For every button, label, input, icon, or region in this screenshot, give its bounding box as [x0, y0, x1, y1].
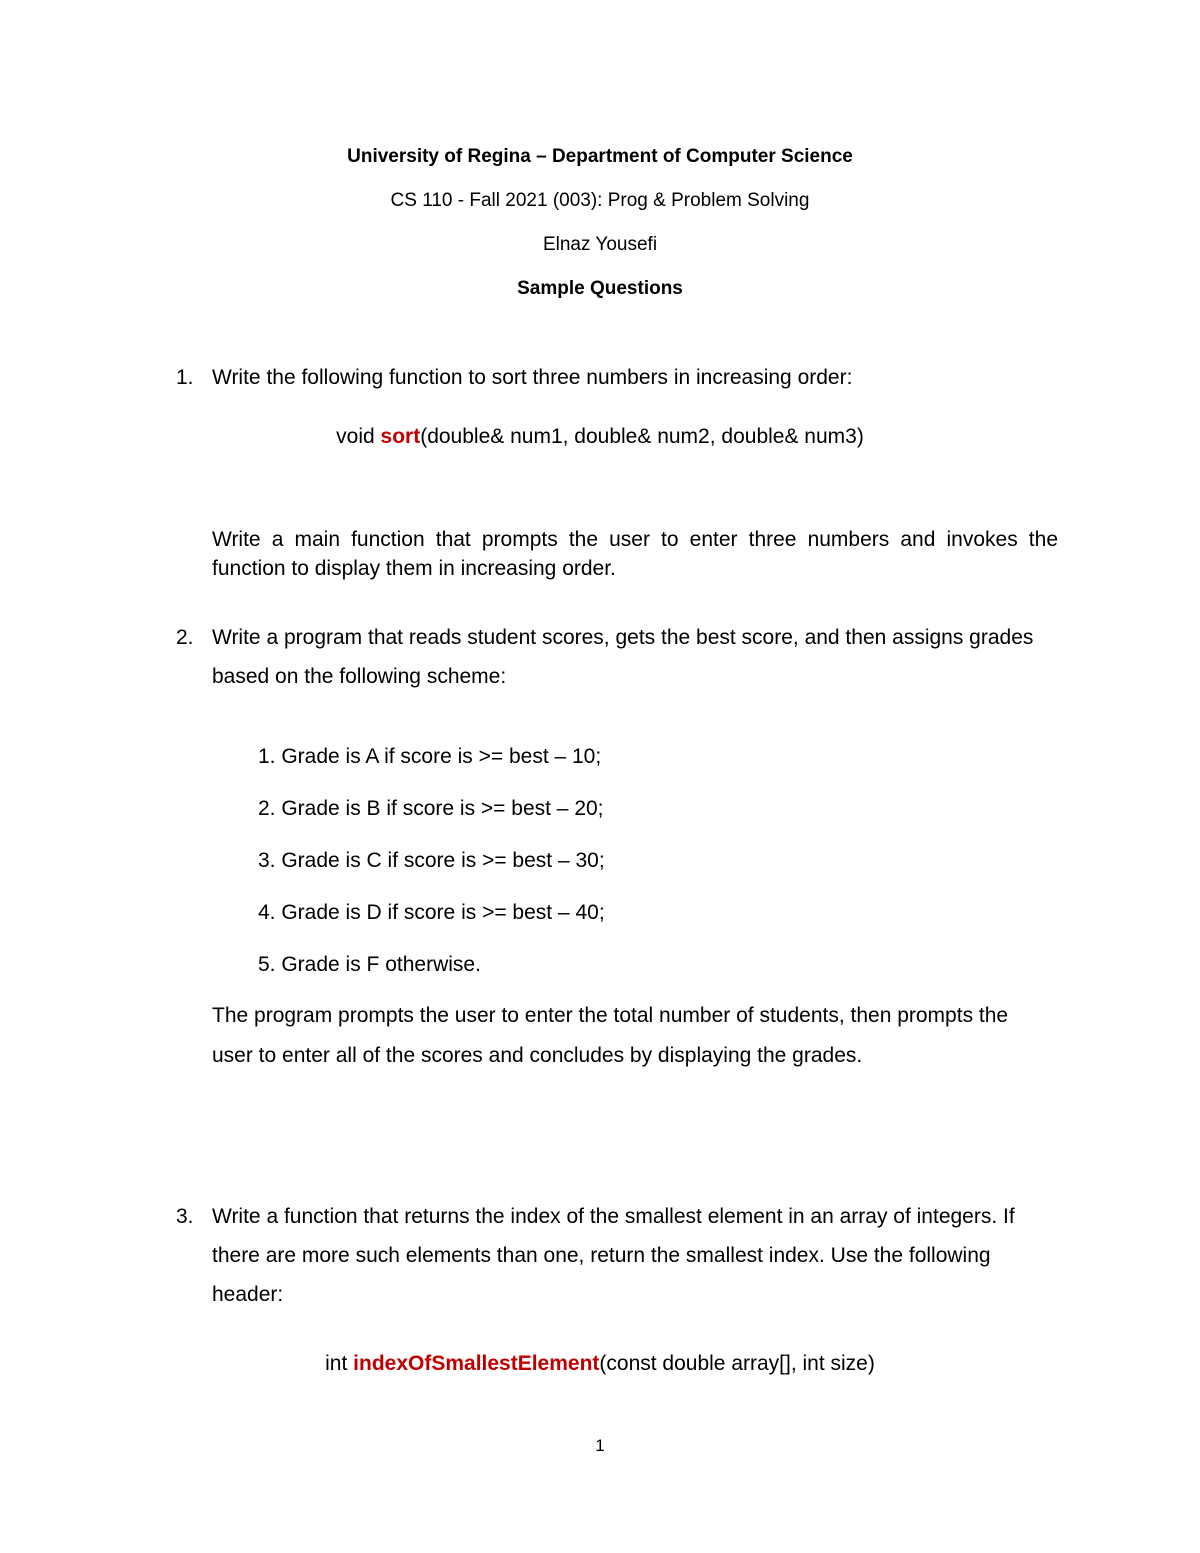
- grade-rule-b: 2. Grade is B if score is >= best – 20;: [258, 797, 604, 820]
- instructor-name: Elnaz Yousefi: [542, 234, 658, 255]
- question-3-intro-line-1: Write a function that returns the index of the smallest element in an array of integers. If: [212, 1205, 1015, 1228]
- question-1-number: 1.: [176, 366, 194, 389]
- question-1-signature: [0, 426, 1200, 447]
- function-name: indexOfSmallestElement: [353, 1352, 600, 1375]
- document-title: Sample Questions: [517, 278, 683, 299]
- signature-prefix: void: [336, 425, 381, 448]
- question-2-intro-line-2: based on the following scheme:: [212, 665, 507, 688]
- question-3-number: 3.: [176, 1205, 194, 1228]
- grade-rule-d: 4. Grade is D if score is >= best – 40;: [258, 901, 605, 924]
- question-2-outro-line-2: user to enter all of the scores and concludes by displaying the grades.: [212, 1044, 863, 1067]
- signature-params: (const double array[], int size): [599, 1352, 875, 1375]
- question-2-outro-line-1: The program prompts the user to enter the total number of students, then prompts the: [212, 1004, 1009, 1027]
- function-name: sort: [380, 425, 421, 448]
- signature-prefix: int: [325, 1352, 354, 1375]
- question-2-intro-line-1: Write a program that reads student scores, gets the best score, and then assigns grades: [212, 626, 1034, 649]
- university-heading: University of Regina – Department of Computer Science: [347, 146, 853, 167]
- grade-rule-a: 1. Grade is A if score is >= best – 10;: [258, 745, 602, 768]
- signature-params: (double& num1, double& num2, double& num3): [420, 425, 864, 448]
- question-3-intro-line-3: header:: [212, 1283, 284, 1306]
- question-3-signature: [0, 1353, 1200, 1374]
- question-3-intro-line-2: there are more such elements than one, return the smallest index. Use the following: [212, 1244, 991, 1267]
- grade-rule-f: 5. Grade is F otherwise.: [258, 953, 481, 976]
- question-1-intro: Write the following function to sort three numbers in increasing order:: [212, 366, 853, 389]
- question-1-paragraph-line-2: function to display them in increasing order.: [212, 557, 616, 580]
- course-title: CS 110 - Fall 2021 (003): Prog & Problem Solving: [390, 190, 810, 211]
- question-1-paragraph-line-1: Write a main function that prompts the user to enter three numbers and invokes the: [212, 528, 1058, 551]
- page-number: 1: [595, 1436, 605, 1455]
- grade-rule-c: 3. Grade is C if score is >= best – 30;: [258, 849, 605, 872]
- question-2-number: 2.: [176, 626, 194, 649]
